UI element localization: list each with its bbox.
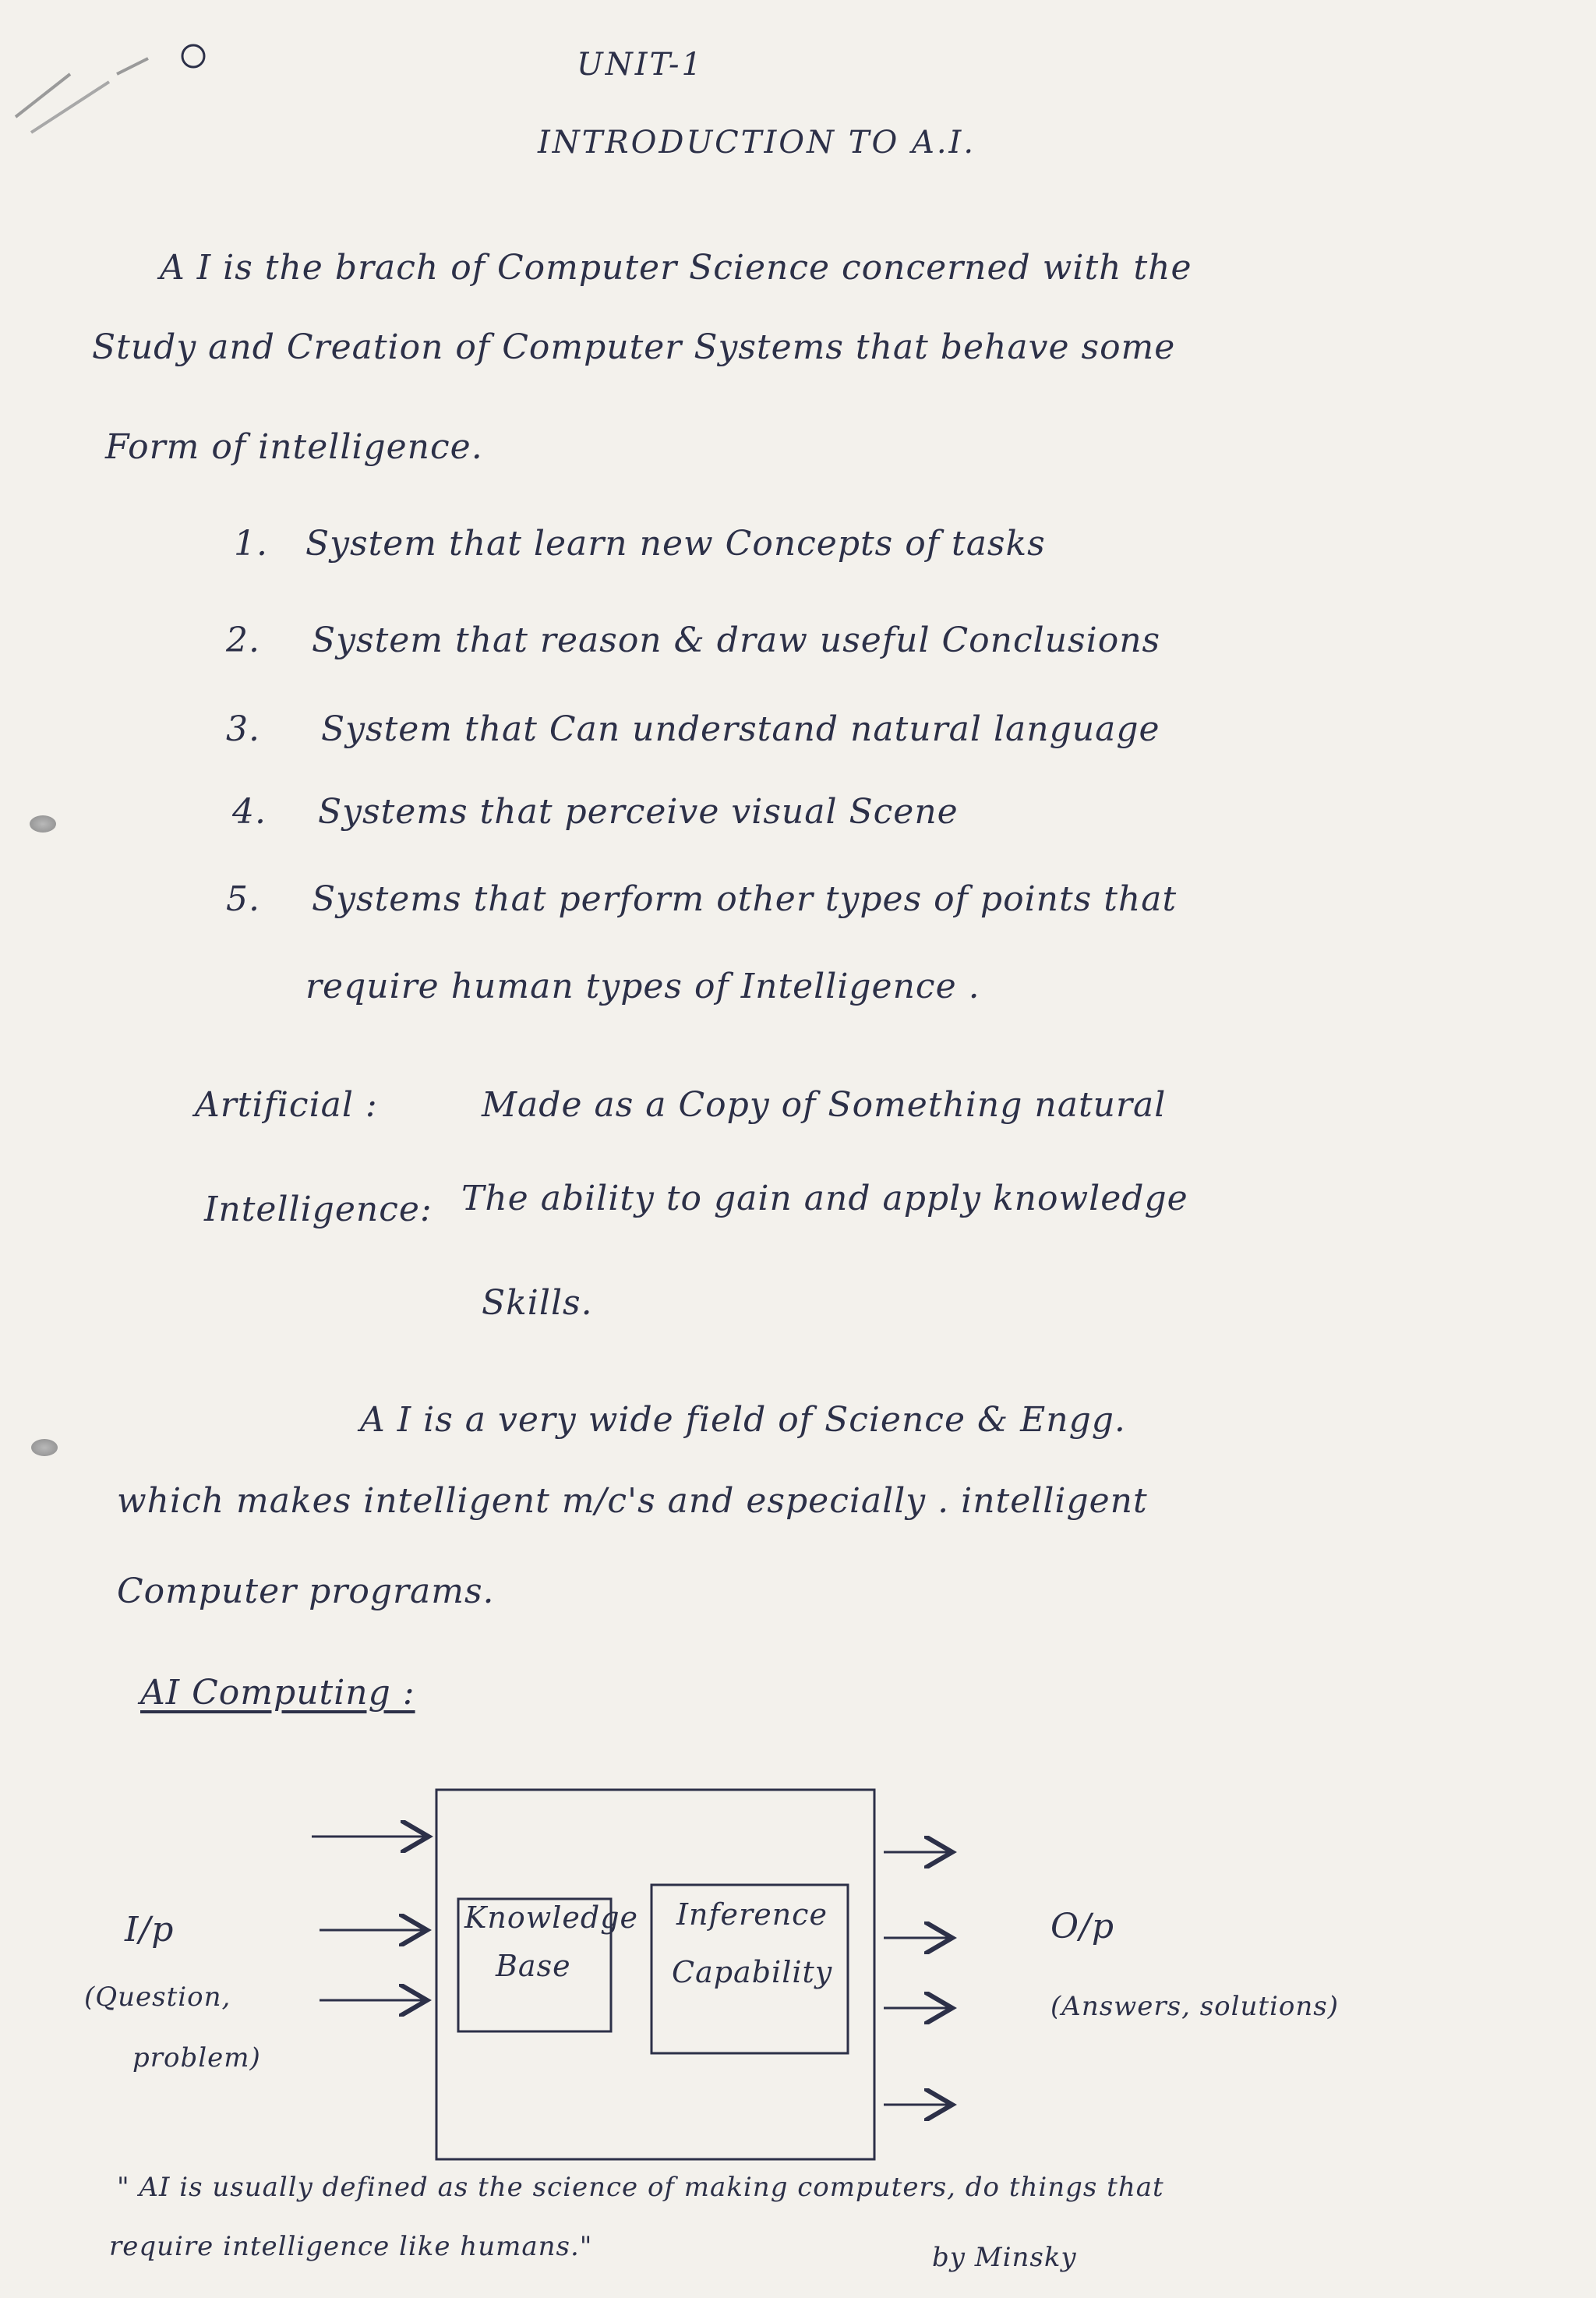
wide-field-line-2: which makes intelligent m/c's and especially . intelligent xyxy=(117,1481,1148,1521)
definition-line-1: A I is the brach of Computer Science concerned with the xyxy=(160,248,1192,288)
inference-label-1: Inference xyxy=(676,1897,828,1932)
list-item-text: System that reason & draw useful Conclusions xyxy=(312,620,1161,660)
wide-field-line-3: Computer programs. xyxy=(117,1571,495,1611)
output-sublabel: (Answers, solutions) xyxy=(1050,1991,1340,2022)
term-artificial-definition: Made as a Copy of Something natural xyxy=(482,1085,1167,1125)
list-item-text: Systems that perform other types of points that xyxy=(312,879,1178,919)
ai-computing-heading: AI Computing : xyxy=(140,1673,415,1713)
output-label: O/p xyxy=(1050,1907,1115,1946)
term-artificial-label: Artificial : xyxy=(195,1085,378,1125)
list-item-text: System that Can understand natural language xyxy=(321,709,1160,749)
term-intelligence-definition: The ability to gain and apply knowledge xyxy=(461,1179,1188,1218)
list-item-number: 3. xyxy=(226,709,260,749)
definition-line-2: Study and Creation of Computer Systems that behave some xyxy=(92,327,1176,367)
page-title: INTRODUCTION TO A.I. xyxy=(538,125,976,161)
list-item-number: 2. xyxy=(226,620,260,660)
punch-hole-bottom xyxy=(31,1439,58,1456)
list-item-text: System that learn new Concepts of tasks xyxy=(305,524,1046,564)
quote-line-1: " AI is usually defined as the science of making computers, do things that xyxy=(117,2172,1164,2203)
input-label: I/p xyxy=(125,1910,175,1950)
list-item-number: 4. xyxy=(232,792,267,832)
punch-hole-top xyxy=(30,815,56,833)
list-item-text: Systems that perceive visual Scene xyxy=(318,792,959,832)
definition-line-3: Form of intelligence. xyxy=(105,427,483,467)
input-sublabel-problem: problem) xyxy=(132,2042,261,2074)
list-item-number: 5. xyxy=(226,879,260,919)
term-intelligence-continuation: Skills. xyxy=(482,1283,593,1323)
knowledge-base-label-2: Base xyxy=(496,1949,571,1983)
inference-label-2: Capability xyxy=(672,1955,833,1989)
quote-attribution: by Minsky xyxy=(932,2242,1077,2273)
wide-field-line-1: A I is a very wide field of Science & Engg. xyxy=(360,1400,1126,1440)
list-item-continuation: require human types of Intelligence . xyxy=(305,967,980,1006)
input-sublabel-question: (Question, xyxy=(84,1982,231,2013)
term-intelligence-label: Intelligence: xyxy=(204,1190,433,1229)
quote-line-2: require intelligence like humans." xyxy=(109,2231,593,2262)
unit-heading: UNIT-1 xyxy=(577,47,704,83)
list-item-number: 1. xyxy=(234,524,268,564)
knowledge-base-label-1: Knowledge xyxy=(464,1900,639,1935)
